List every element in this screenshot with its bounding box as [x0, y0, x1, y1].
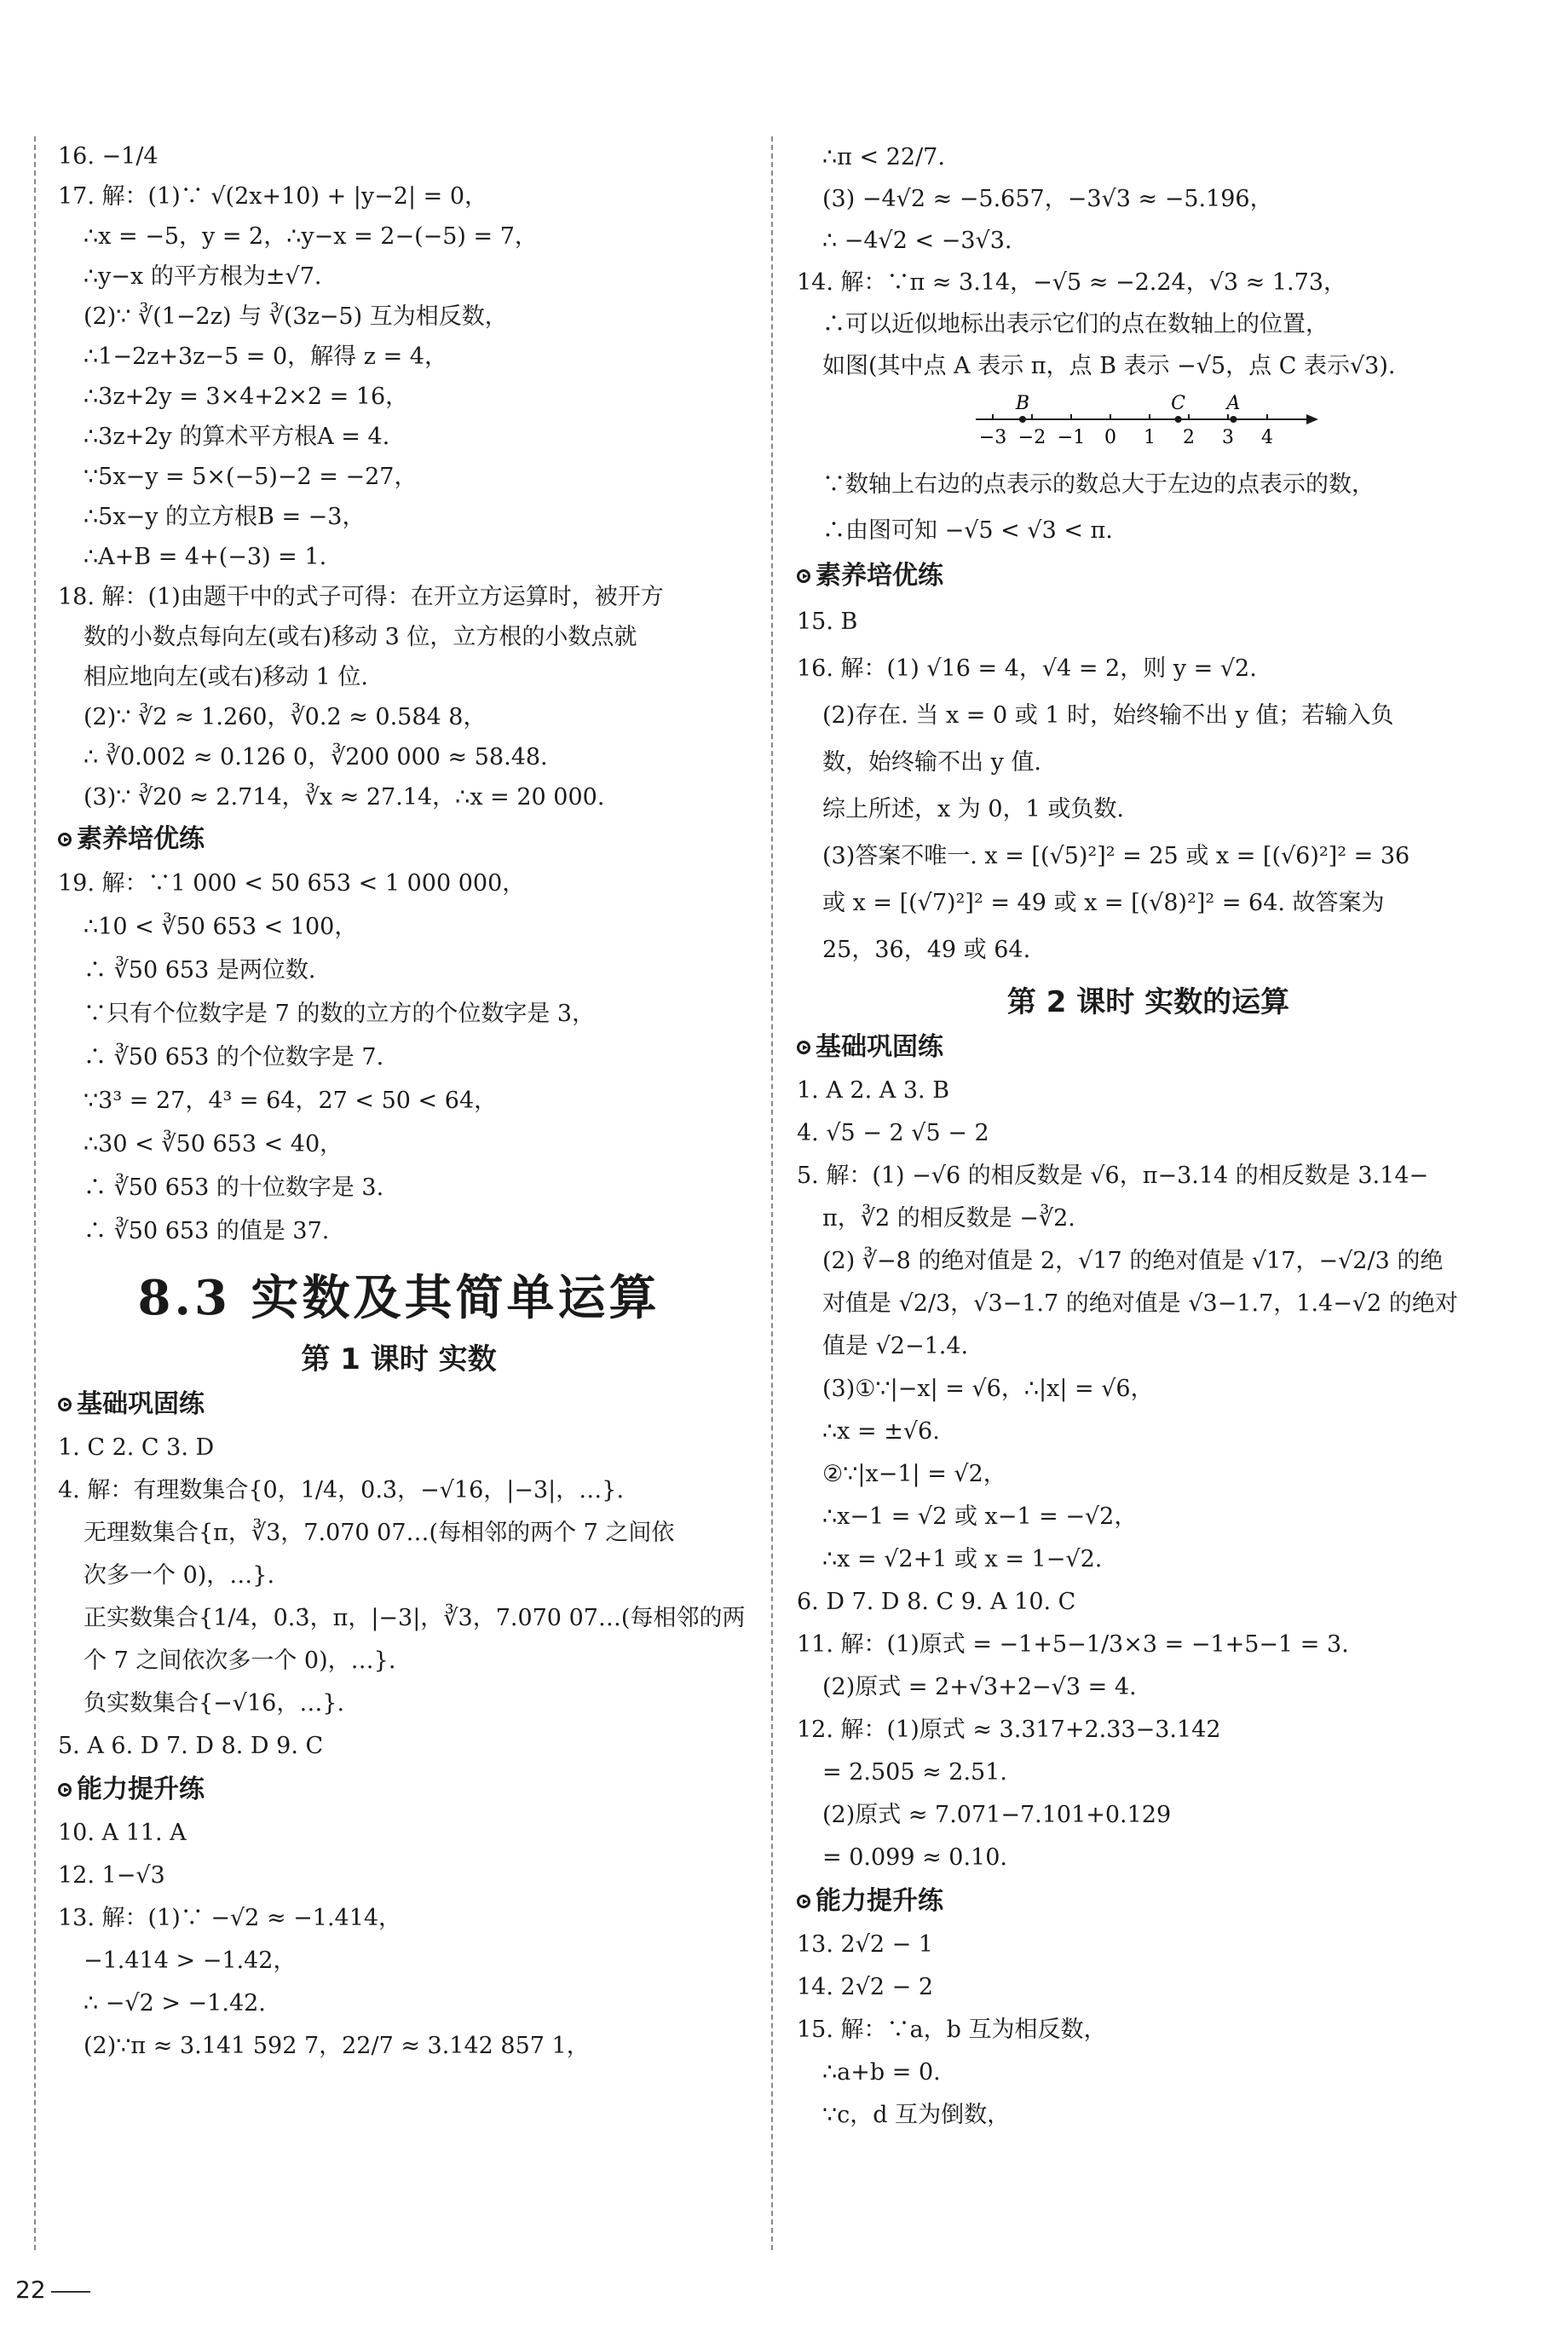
point-marker — [1019, 416, 1026, 423]
answer-line: ∴ −√2 > −1.42. — [84, 1989, 266, 2017]
answer-line: ∴x−1 = √2 或 x−1 = −√2， — [822, 1503, 1138, 1531]
tick-label: −3 — [978, 427, 1007, 448]
answer-line: ∴可以近似地标出表示它们的点在数轴上的位置， — [822, 311, 1329, 338]
answer-line: (2)∵π ≈ 3.141 592 7，22/7 ≈ 3.142 857 1， — [84, 2032, 590, 2059]
answer-line: π，∛2 的相反数是 −∛2. — [822, 1205, 1075, 1232]
answer-line: 数的小数点每向左(或右)移动 3 位，立方根的小数点就 — [84, 624, 637, 650]
point-label: B — [1015, 393, 1030, 414]
answer-line: 18. 解：(1)由题干中的式子可得：在开立方运算时，被开方 — [58, 584, 664, 610]
arrow-bullet-icon — [58, 833, 72, 846]
chapter-title: 8.3 实数及其简单运算 — [137, 1270, 660, 1326]
answer-line: ∴x = −5，y = 2，∴y−x = 2−(−5) = 7， — [84, 223, 538, 250]
answer-line: ∴30 < ∛50 653 < 40， — [84, 1131, 343, 1157]
arrow-bullet-icon — [58, 1398, 72, 1411]
answers-13-14-continued — [797, 136, 1500, 387]
answer-line: 17. 解：(1)∵ √(2x+10) + |y−2| = 0， — [58, 183, 488, 210]
answer-line: 无理数集合{π，∛3，7.070 07…(每相邻的两个 7 之间依 — [84, 1519, 675, 1546]
answer-line: 13. 2√2 − 1 — [797, 1931, 934, 1959]
answer-line: ∴1−2z+3z−5 = 0，解得 z = 4， — [84, 343, 447, 370]
page-number-rule — [51, 2291, 90, 2293]
arrow-bullet-icon — [797, 1895, 810, 1908]
answer-line: ∴y−x 的平方根为±√7. — [84, 263, 322, 290]
answer-line: ∵数轴上右边的点表示的数总大于左边的点表示的数， — [822, 471, 1375, 499]
number-line-figure — [967, 392, 1500, 459]
answer-line: 1. A 2. A 3. B — [797, 1077, 950, 1105]
answer-line: 6. D 7. D 8. C 9. A 10. C — [797, 1589, 1076, 1616]
arrow-bullet-icon — [58, 1783, 72, 1797]
left-margin-rule — [34, 136, 36, 2250]
answer-line: 15. B — [797, 609, 858, 636]
answer-line: ∴3z+2y = 3×4+2×2 = 16， — [84, 384, 409, 410]
answer-line: ∵5x−y = 5×(−5)−2 = −27， — [84, 464, 418, 490]
answer-line: ∴a+b = 0. — [822, 2059, 941, 2086]
answer-line: 16. 解：(1) √16 = 4，√4 = 2，则 y = √2. — [797, 655, 1257, 683]
tick-label: 1 — [1144, 427, 1156, 448]
answer-line: 值是 √2−1.4. — [822, 1333, 969, 1360]
answer-line: 12. 1−√3 — [58, 1861, 165, 1889]
section-heading-text: 能力提升练 — [77, 1774, 205, 1804]
answer-line: ∴由图可知 −√5 < √3 < π. — [822, 517, 1113, 545]
answer-line: ∴x = ±√6. — [822, 1418, 940, 1445]
tick-label: −2 — [1017, 427, 1046, 448]
answer-line: ∴ ∛50 653 的十位数字是 3. — [84, 1174, 384, 1201]
page-number: 22 — [15, 2276, 46, 2304]
point-label: C — [1171, 393, 1186, 414]
answer-line: (2) ∛−8 的绝对值是 2，√17 的绝对值是 √17，−√2/3 的绝 — [822, 1248, 1444, 1275]
right-column — [797, 136, 1500, 2137]
answer-line: (3)∵ ∛20 ≈ 2.714，∛x ≈ 27.14，∴x = 20 000. — [84, 784, 605, 811]
answer-14-conclusion — [797, 462, 1500, 554]
tick-label: −1 — [1057, 427, 1086, 448]
answer-line: 对值是 √2/3，√3−1.7 的绝对值是 √3−1.7，1.4−√2 的绝对 — [822, 1290, 1458, 1318]
answer-19 — [58, 862, 740, 1253]
tick-label: 0 — [1104, 427, 1116, 448]
answer-line: −1.414 > −1.42， — [84, 1947, 297, 1974]
point-label: A — [1226, 393, 1241, 414]
answer-line: = 0.099 ≈ 0.10. — [822, 1844, 1007, 1872]
answer-line: 次多一个 0)，…}. — [84, 1561, 275, 1589]
answers-13-15 — [797, 1924, 1500, 2137]
axis-arrow-icon — [1306, 414, 1318, 424]
answer-line: 如图(其中点 A 表示 π，点 B 表示 −√5，点 C 表示√3). — [822, 353, 1396, 379]
answers-10-13 — [58, 1812, 740, 2068]
answer-line: 相应地向左(或右)移动 1 位. — [84, 664, 368, 690]
answer-line: (2)∵ ∛(1−2z) 与 ∛(3z−5) 互为相反数， — [84, 303, 508, 330]
answers-1-12 — [797, 1070, 1500, 1879]
answer-line: ∵3³ = 27，4³ = 64，27 < 50 < 64， — [84, 1088, 498, 1114]
section-heading — [58, 1774, 740, 1805]
answer-line: 或 x = [(√7)²]² = 49 或 x = [(√8)²]² = 64. 故答案为 — [822, 890, 1385, 917]
answer-line: 负实数集合{−√16，…}. — [84, 1689, 345, 1717]
section-heading-text: 能力提升练 — [816, 1886, 943, 1917]
answer-line: 10. A 11. A — [58, 1819, 187, 1846]
answer-line: ∴10 < ∛50 653 < 100， — [84, 914, 358, 940]
section-heading-text: 素养培优练 — [77, 824, 205, 854]
arrow-bullet-icon — [797, 1041, 810, 1054]
answer-line: (2)存在. 当 x = 0 或 1 时，始终输不出 y 值；若输入负 — [822, 702, 1394, 730]
point-marker — [1175, 416, 1182, 423]
section-heading-text: 素养培优练 — [816, 561, 943, 591]
answer-line: ②∵|x−1| = √2， — [822, 1461, 1006, 1488]
answer-line: 4. √5 − 2 √5 − 2 — [797, 1120, 989, 1147]
section-heading — [797, 561, 1500, 591]
answer-line: 5. A 6. D 7. D 8. D 9. C — [58, 1732, 324, 1759]
section-heading — [58, 824, 740, 855]
answer-line: (2)原式 = 2+√3+2−√3 = 4. — [822, 1674, 1137, 1701]
tick-label: 4 — [1261, 427, 1273, 448]
arrow-bullet-icon — [797, 569, 810, 583]
answer-line: (2)∵ ∛2 ≈ 1.260，∛0.2 ≈ 0.584 8， — [84, 704, 487, 730]
answers-16-18 — [58, 136, 740, 817]
lesson-title: 第 1 课时 实数 — [301, 1342, 497, 1377]
section-heading-text: 基础巩固练 — [816, 1032, 943, 1063]
answer-line: 15. 解：∵a，b 互为相反数， — [797, 2017, 1107, 2044]
section-heading-text: 基础巩固练 — [77, 1388, 205, 1419]
left-column — [58, 136, 746, 2068]
answer-line: (3) −4√2 ≈ −5.657，−3√3 ≈ −5.196， — [822, 186, 1273, 212]
answer-line: 13. 解：(1)∵ −√2 ≈ −1.414， — [58, 1904, 402, 1931]
answer-line: 19. 解：∵1 000 < 50 653 < 1 000 000， — [58, 870, 526, 897]
section-heading — [58, 1389, 740, 1420]
answer-line: ∴ −4√2 < −3√3. — [822, 228, 1012, 254]
answer-line: 个 7 之间依次多一个 0)，…}. — [84, 1647, 396, 1674]
answer-line: ∴A+B = 4+(−3) = 1. — [84, 544, 327, 570]
answer-line: ∴π < 22/7. — [822, 144, 945, 170]
point-marker — [1230, 416, 1237, 423]
answer-line: 16. −1/4 — [58, 143, 159, 170]
answer-line: (3)①∵|−x| = √6，∴|x| = √6， — [822, 1376, 1154, 1403]
answer-line: = 2.505 ≈ 2.51. — [822, 1759, 1007, 1786]
answer-line: 11. 解：(1)原式 = −1+5−1/3×3 = −1+5−1 = 3. — [797, 1631, 1349, 1659]
answer-line: 4. 解：有理数集合{0，1/4，0.3̇，−√16，|−3|，…}. — [58, 1476, 625, 1503]
answer-line: ∴3z+2y 的算术平方根A = 4. — [84, 424, 390, 450]
answer-line: ∴ ∛0.002 ≈ 0.126 0，∛200 000 ≈ 58.48. — [84, 744, 548, 770]
answer-line: ∵只有个位数字是 7 的数的立方的个位数字是 3， — [84, 1001, 596, 1027]
answer-line: (2)原式 ≈ 7.071−7.101+0.129 — [822, 1802, 1172, 1829]
answer-line: ∴ ∛50 653 的值是 37. — [84, 1218, 330, 1244]
answer-line: 14. 2√2 − 2 — [797, 1974, 934, 2001]
lesson-title: 第 2 课时 实数的运算 — [1006, 985, 1290, 1020]
answer-line: 14. 解：∵π ≈ 3.14，−√5 ≈ −2.24，√3 ≈ 1.73， — [797, 269, 1346, 296]
answer-line: ∴ ∛50 653 的个位数字是 7. — [84, 1044, 384, 1070]
answer-line: 正实数集合{1/4，0.3̇，π，|−3|，∛3，7.070 07…(每相邻的两 — [84, 1604, 746, 1631]
answers-1-9 — [58, 1427, 746, 1768]
column-divider — [771, 136, 773, 2250]
number-line — [967, 392, 1325, 452]
answer-line: 12. 解：(1)原式 ≈ 3.317+2.33−3.142 — [797, 1717, 1221, 1744]
answer-line: 1. C 2. C 3. D — [58, 1434, 215, 1461]
section-heading — [797, 1886, 1500, 1917]
answer-line: (3)答案不唯一. x = [(√5)²]² = 25 或 x = [(√6)²]² = 36 — [822, 843, 1410, 870]
answers-15-16 — [797, 598, 1500, 973]
answer-line: ∵c，d 互为倒数， — [822, 2102, 1011, 2129]
section-heading — [797, 1032, 1500, 1063]
answer-line: 数，始终输不出 y 值. — [822, 749, 1042, 776]
tick-label: 2 — [1183, 427, 1195, 448]
answer-line: ∴5x−y 的立方根B = −3， — [84, 504, 366, 530]
answer-line: 5. 解：(1) −√6 的相反数是 √6，π−3.14 的相反数是 3.14− — [797, 1163, 1429, 1190]
answer-line: ∴ ∛50 653 是两位数. — [84, 957, 316, 984]
answer-line: ∴x = √2+1 或 x = 1−√2. — [822, 1546, 1103, 1573]
answer-line: 25，36，49 或 64. — [822, 937, 1031, 964]
tick-label: 3 — [1222, 427, 1234, 448]
answer-line: 综上所述，x 为 0，1 或负数. — [822, 796, 1124, 823]
